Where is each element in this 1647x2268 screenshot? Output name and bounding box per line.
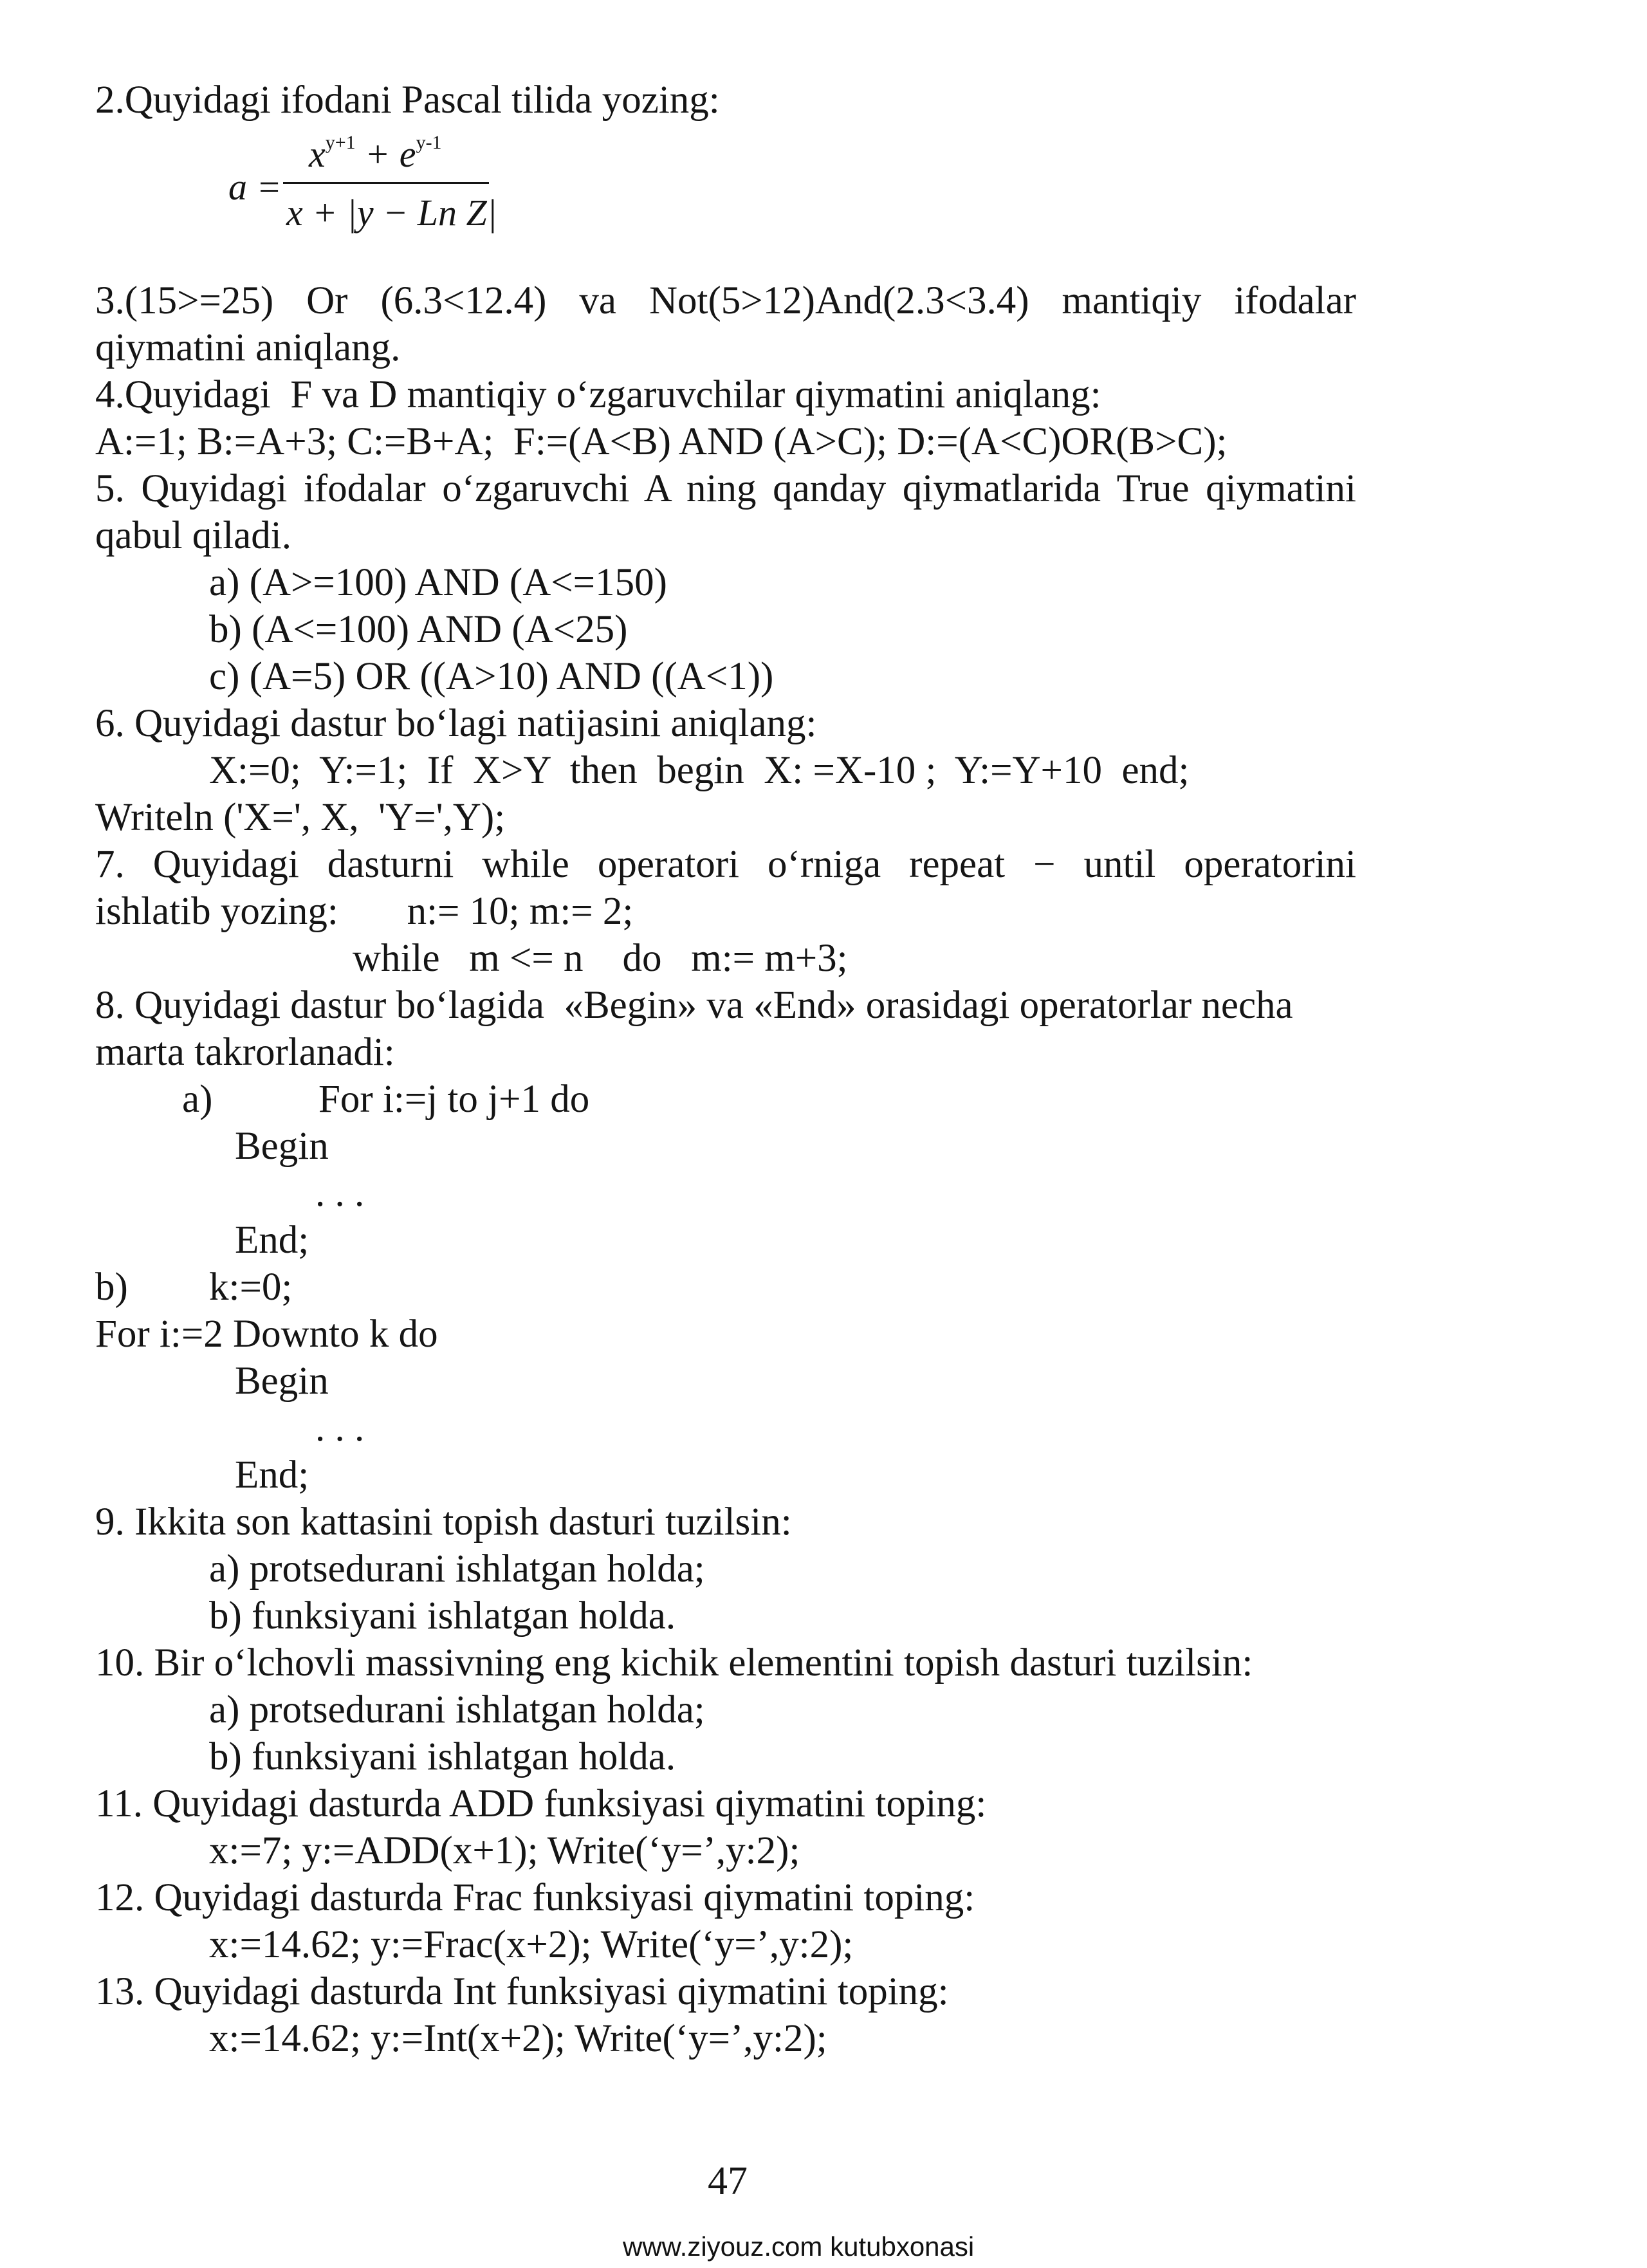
q5-b: b) (A<=100) AND (A<25) (209, 608, 628, 651)
q13-line2: x:=14.62; y:=Int(x+2); Write(‘y=’,y:2); (209, 2017, 827, 2060)
formula-lhs: a = (228, 166, 282, 208)
q6-line1: 6. Quyidagi dastur bo‘lagi natijasini aniqlang: (95, 702, 817, 745)
formula-num-exp1: y+1 (325, 132, 356, 153)
q10-b: b) funksiyani ishlatgan holda. (209, 1735, 676, 1778)
q8-b-for: For i:=2 Downto k do (95, 1313, 438, 1356)
q7-line3: while m <= n do m:= m+3; (353, 937, 848, 980)
q5-line2: qabul qiladi. (95, 514, 291, 557)
q10-a: a) protsedurani ishlatgan holda; (209, 1688, 705, 1731)
q8-b-begin: Begin (235, 1360, 329, 1403)
q4-line2: A:=1; B:=A+3; C:=B+A; F:=(A<B) AND (A>C); D:=(A<C)OR(B>C); (95, 420, 1228, 463)
formula-denominator: x + |y − Ln Z| (286, 192, 497, 234)
q5-c: c) (A=5) OR ((A>10) AND ((A<1)) (209, 655, 774, 698)
q8-b-label: b) (95, 1266, 128, 1309)
q8-a-for: For i:=j to j+1 do (318, 1078, 590, 1121)
q8-line1: 8. Quyidagi dastur bo‘lagida «Begin» va «End» orasidagi operatorlar necha (95, 984, 1293, 1027)
q11-line1: 11. Quyidagi dasturda ADD funksiyasi qiymatini toping: (95, 1782, 987, 1825)
q5-a: a) (A>=100) AND (A<=150) (209, 561, 667, 604)
q5-line1: 5. Quyidagi ifodalar o‘zgaruvchi A ning qanday qiymatlarida True qiymatini (95, 467, 1356, 510)
q8-line2: marta takrorlanadi: (95, 1031, 395, 1074)
q13-line1: 13. Quyidagi dasturda Int funksiyasi qiymatini toping: (95, 1970, 949, 2013)
q7-line1: 7. Quyidagi dasturni while operatori o‘rniga repeat − until operatorini (95, 843, 1356, 886)
formula-num-base: x (309, 133, 326, 175)
q8-b-k: k:=0; (209, 1266, 293, 1309)
q7-line2: ishlatib yozing: n:= 10; m:= 2; (95, 890, 634, 933)
formula-num-exp2: y-1 (416, 132, 442, 153)
q12-line1: 12. Quyidagi dasturda Frac funksiyasi qiymatini toping: (95, 1876, 975, 1919)
q2-text: 2.Quyidagi ifodani Pascal tilida yozing: (95, 78, 720, 122)
q8-a-end: End; (235, 1219, 309, 1262)
page-number: 47 (708, 2159, 748, 2203)
q6-line3: Writeln ('X=', X, 'Y=',Y); (95, 796, 506, 839)
q12-line2: x:=14.62; y:=Frac(x+2); Write(‘y=’,y:2); (209, 1923, 854, 1966)
q9-line1: 9. Ikkita son kattasini topish dasturi tuzilsin: (95, 1500, 792, 1544)
q9-a: a) protsedurani ishlatgan holda; (209, 1547, 705, 1590)
q3-line2: qiymatini aniqlang. (95, 326, 401, 369)
q8-a-label: a) (182, 1078, 213, 1121)
q3-line1: 3.(15>=25) Or (6.3<12.4) va Not(5>12)And(2.3<3.4) mantiqiy ifodalar (95, 279, 1356, 322)
q9-b: b) funksiyani ishlatgan holda. (209, 1594, 676, 1637)
q8-b-end: End; (235, 1453, 309, 1497)
q10-line1: 10. Bir o‘lchovli massivning eng kichik elementini topish dasturi tuzilsin: (95, 1641, 1253, 1684)
q8-b-dots: . . . (315, 1406, 365, 1450)
formula-num-plus: + e (355, 133, 416, 175)
fraction-bar (283, 182, 489, 184)
q8-a-dots: . . . (315, 1172, 365, 1215)
formula-numerator (309, 132, 442, 176)
q4-line1: 4.Quyidagi F va D mantiqiy o‘zgaruvchilar qiymatini aniqlang: (95, 373, 1101, 416)
formula (228, 132, 499, 241)
q6-line2: X:=0; Y:=1; If X>Y then begin X: =X-10 ; Y:=Y+10 end; (209, 749, 1190, 792)
footer-source: www.ziyouz.com kutubxonasi (623, 2231, 975, 2262)
q11-line2: x:=7; y:=ADD(x+1); Write(‘y=’,y:2); (209, 1829, 800, 1872)
q8-a-begin: Begin (235, 1125, 329, 1168)
